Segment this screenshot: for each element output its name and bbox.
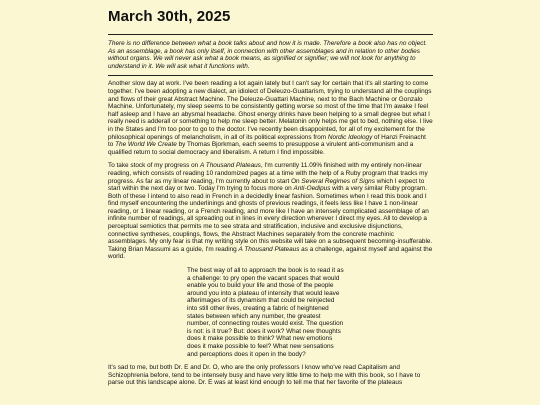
title-a-thousand-plateaus: A Thousand Plateaus	[200, 162, 261, 170]
divider	[108, 75, 433, 76]
title-a-thousand-plateaus: A Thousand Plateaus	[238, 245, 300, 253]
title-the-world-we-create: The World We Create	[115, 141, 177, 149]
paragraph-3: It's sad to me, but both Dr. E and Dr. O, who are the only professors I know who've read Capitalism and Schizophrenia before, tend to be intensely busy and have very little time to help me with this book, so I have to parse out this landscape alone. Dr. E was at least kind enough to tell me that her favorite of the plateaus	[108, 364, 421, 387]
page-title: March 30th, 2025	[108, 8, 231, 25]
title-nordic-ideology: Nordic Ideology	[327, 133, 373, 141]
divider	[108, 34, 433, 35]
paragraph-2: To take stock of my progress on A Thousand Plateaus, I'm currently 11.09% finished with my entirely non-linear reading, which consists of reading 10 randomized pages at a time with the help of a Ruby program that tracks my progress. As far as my linear reading, I'm currently about to start On Several Regimes of Signs which I expect to start within the next day or two. Today I'm trying to focus more on Anti-Oedipus with a very similar Ruby program. Both of these I intend to also read in French in a decidedly linear fashion. Sometimes when I read this book and I find myself encountering the underlinings and ghosts of previous readings, it feels less like I have 1 non-linear reading, or 1 linear reading, or a French reading, and more like I have an intensely complicated assemblage of an infinite number of readings, all spreading out in lines in every direction wherever I direct my eyes. All to develop a perceptual semiotics that permits me to see strata and stratification, inclusive and exclusive disjunctions, connective syntheses, couplings, flows, the Abstract Machines separately from the concrete machinic assemblages. My only fear is that my writing style on this website will take on a subsequent becoming-insufferable. Taking Brian Massumi as a guide, I'm reading A Thousand Plateaus as a challenge, against myself and against the world.	[108, 162, 433, 261]
paragraph-1: Another slow day at work. I've been reading a lot again lately but I can't say for certain that it's all starting to come together. I've been adopting a new dialect, an idiolect of Deleuzo-Guattarism, trying to understand all the couplings and flows of their great Abstract Machine. The Deleuze-Guattari Machine, next to the Bach Machine or Gonzalo Machine. Unfortunately, my sleep seems to be consistently getting worse so most of the time that I'm awake I feel half asleep and I have an abysmal headache. Ghost energy drinks have been helping to a small degree but what I really need is adderall or something to help me sleep better. Melatonin only helps me get to bed, nothing else. I live in the States and I'm too poor to go to the doctor. I've recently been disappointed, for all of my excitement for the philosophical openings of melancholism, in all of its political expressions from Nordic Ideology of Hanzi Freinacht to The World We Create by Thomas Bjorkman, each seems to presuppose a virulent anti-communism and a qualified return to social democracy and liberalism. A return I find impossible.	[108, 80, 433, 156]
title-anti-oedipus: Anti-Oedipus	[293, 185, 331, 193]
block-quote: The best way of all to approach the book is to read it as a challenge: to pry open the vacant spaces that would enable you to build your life and those of the people around you into a plateau of intensity that would leave afterimages of its dynamism that could be reinjected into still other lives, creating a fabric of heightened states between which any number, the greatest number, of connecting routes would exist. The question is not: is it true? But: does it work? What new thoughts does it make possible to think? What new emotions does it make possible to feel? What new sensations and perceptions does it open in the body?	[187, 267, 344, 358]
title-several-regimes-of-signs: Several Regimes of Signs	[301, 177, 375, 185]
epigraph: There is no difference between what a book talks about and how it is made. Therefore a book also has no object. As an assemblage, a book has only itself, in connection with other assemblages and in relation to other bodies without organs. We will never ask what a book means, as signified or signifier; we will not look for anything to understand in it. We will ask what it functions with.	[108, 40, 428, 70]
